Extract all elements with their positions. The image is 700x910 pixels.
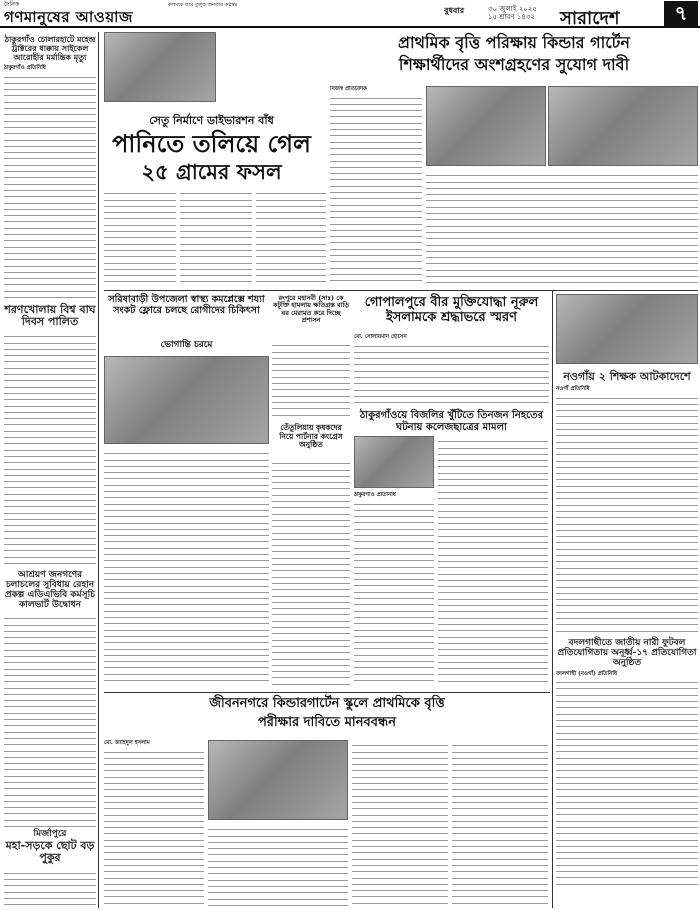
gopalpur-body-col2: [448, 334, 548, 404]
photo-thakurgaon: [354, 436, 434, 488]
story4-body-lines: [4, 867, 96, 908]
thakurgaon-body-col1: [354, 492, 434, 688]
newspaper-logo: [4, 1, 133, 26]
bottom-col2-lines: [208, 824, 348, 906]
center-story-col2: [180, 188, 252, 288]
photo-kindergarten-students: [556, 294, 698, 364]
story4-headline: মহা-সড়কে ছোট বড় পুকুর: [5, 839, 95, 865]
badar-body-lines: [556, 677, 698, 885]
story2-body-lines: [4, 331, 96, 564]
top-story-byline: নিজস্ব প্রতিবেদক: [330, 86, 367, 92]
issue-date-gregorian: ৩০ জুলাই ২০২৫: [488, 5, 537, 13]
section-rule: [104, 290, 698, 291]
rangpur-body-lines: [272, 340, 350, 416]
story1-byline: ঠাকুরগাঁও প্রতিনিধি: [4, 65, 46, 71]
story4-label: মির্জাপুরে: [33, 829, 67, 840]
issue-date-bangla: ১৫ শ্রাবণ ১৪৩২: [488, 13, 535, 21]
center-headline: পানিতে তলিয়ে গেল: [112, 129, 311, 158]
bottom-headline-line1: জীবননগরে কিন্ডারগার্টেন স্কুলে প্রাথমিকে বৃত্তি: [209, 696, 445, 711]
top-headline-line2: শিক্ষার্থীদের অংশগ্রহণের সুযোগ দাবী: [398, 55, 630, 74]
center-story-col3: [256, 188, 326, 288]
center-col1-lines: [104, 188, 176, 282]
bottom-col4-lines: [452, 740, 548, 904]
top-story-col1-lines: [330, 92, 422, 281]
center-kicker: সেতু নির্মাণে ডাইভারশন বাঁধ: [149, 114, 274, 127]
masthead: [0, 0, 700, 28]
story2-headline: শরণখোলায় বিশ্ব বাঘ দিবস পালিত: [4, 302, 96, 328]
tetulia-headline: তেঁতুলিয়ায় কৃষকদের নিয়ে পার্টনার কংগ্রেস অনুষ্ঠিত: [279, 423, 343, 450]
photo-bike-accident: [104, 32, 216, 102]
story1-headline: ঠাকুরগাঁও চোলারহাটে মহেন্দ্র ট্রাক্টরের ধাক্কায় সাইকেল আরোহীর মর্মান্তিক মৃত্যু: [4, 34, 96, 62]
bottom-col3-lines: [352, 740, 448, 904]
bottom-section-rule: [104, 692, 550, 693]
gopalpur-headline: গোপালপুরে বীর মুক্তিযোদ্ধা নূরুল ইসলামকে শ্রদ্ধাভরে স্মরণ: [364, 295, 539, 325]
issue-date: [488, 5, 537, 21]
tetulia-body-lines: [272, 458, 350, 685]
story3-body-lines: [4, 613, 96, 827]
photo-kindergarten-press: [548, 86, 698, 166]
right-column: [556, 368, 698, 908]
left-column: [4, 32, 96, 908]
bottom-story-col4: [452, 740, 548, 908]
newspaper-title: গণমানুষের আওয়াজ: [4, 8, 133, 26]
page-number: ৭: [664, 1, 698, 26]
naogaon-byline: নওগাঁ প্রতিনিধি: [556, 386, 590, 392]
top-story-body: [426, 170, 698, 286]
bottom-story-col1: [104, 740, 204, 908]
column-rule-right: [552, 290, 553, 908]
logo-tagline: দৈনিক: [4, 1, 20, 8]
story1-body-lines: [4, 71, 96, 298]
hospital-body-lines: [104, 448, 269, 681]
hospital-subheadline: ভোগান্তি চরমে: [160, 340, 213, 350]
column-rule: [98, 32, 99, 908]
naogaon-body-lines: [556, 392, 698, 631]
badar-byline: বদলগাছী (নওগাঁ) প্রতিনিধি: [556, 670, 618, 677]
hospital-headline: সরিষাবাড়ী উপজেলা স্বাস্থ্য কমপ্লেক্সে শয্যা সংকট ফ্লোরে চলছে রোগীদের চিকিৎসা: [108, 294, 265, 316]
top-story-body-lines: [426, 170, 698, 283]
badar-headline: বদলগাছীতে জাতীয় নারী ফুটবল প্রতিযোগিতায় অনূর্ধ্ব-১৭ প্রতিযোগিতা অনুষ্ঠিত: [557, 637, 697, 668]
naogaon-headline: নওগাঁয় ২ শিক্ষক আটকাদেশে: [563, 370, 691, 383]
thakurgaon-col2-lines: [438, 436, 548, 682]
photo-kindergarten-meeting: [426, 86, 546, 166]
bottom-story-byline: মো. জাহিদুল ইসলাম: [104, 740, 150, 746]
story3-headline: আশ্রয়ণ জনগণের চলাচলের সুবিধায় রেহান প্রকল্প এডিএভিবি কর্মসূচি কালভার্ট উদ্বোধন: [4, 569, 96, 610]
thakurgaon-byline: ঠাকুরগাঁও প্রতিনিধি: [354, 492, 396, 498]
thakurgaon-body-col2: [438, 436, 548, 688]
masthead-motto: কলমকে করে তুলুক জনতার কণ্ঠস্বর: [168, 2, 238, 8]
bottom-col1-lines: [104, 746, 204, 903]
bottom-headline-line2: পরীক্ষার দাবিতে মানববন্ধন: [257, 715, 396, 730]
hospital-body: [104, 448, 269, 688]
top-headline-line1: প্রাথমিক বৃত্তি পরিক্ষায় কিন্ডার গার্টেন: [398, 33, 630, 52]
section-title: সারাদেশ: [560, 8, 620, 29]
rangpur-body: [272, 340, 350, 420]
rangpur-headline: রংপুরে মহানবী (সাঃ) কে কটূক্তি হামলায় ক্ষতিগ্রস্ত বাড়ি ঘর মেরামত করে দিচ্ছে প্রশাসন: [272, 294, 350, 325]
center-col3-lines: [256, 188, 326, 282]
bottom-story-col2: [208, 824, 348, 908]
gopalpur-byline: মো. সোলায়মান হোসেন: [354, 334, 407, 340]
thakurgaon-col1-lines: [354, 498, 434, 681]
issue-day: বুধবার: [444, 5, 465, 15]
bottom-story-col3: [352, 740, 448, 908]
photo-human-chain: [208, 740, 348, 820]
top-story-col1: [330, 86, 422, 286]
thakurgaon-headline: ঠাকুরগাঁওয়ে বিজলির খুঁটিতে তিনজন নিহতের ঘটনায় কলেজছাত্রের মামলা: [359, 410, 544, 433]
photo-hospital-patients: [104, 356, 269, 444]
center-story-col1: [104, 188, 176, 288]
center-headline-2: ২৫ গ্রামের ফসল: [141, 159, 282, 184]
center-col2-lines: [180, 188, 252, 282]
tetulia-body: [272, 458, 350, 688]
